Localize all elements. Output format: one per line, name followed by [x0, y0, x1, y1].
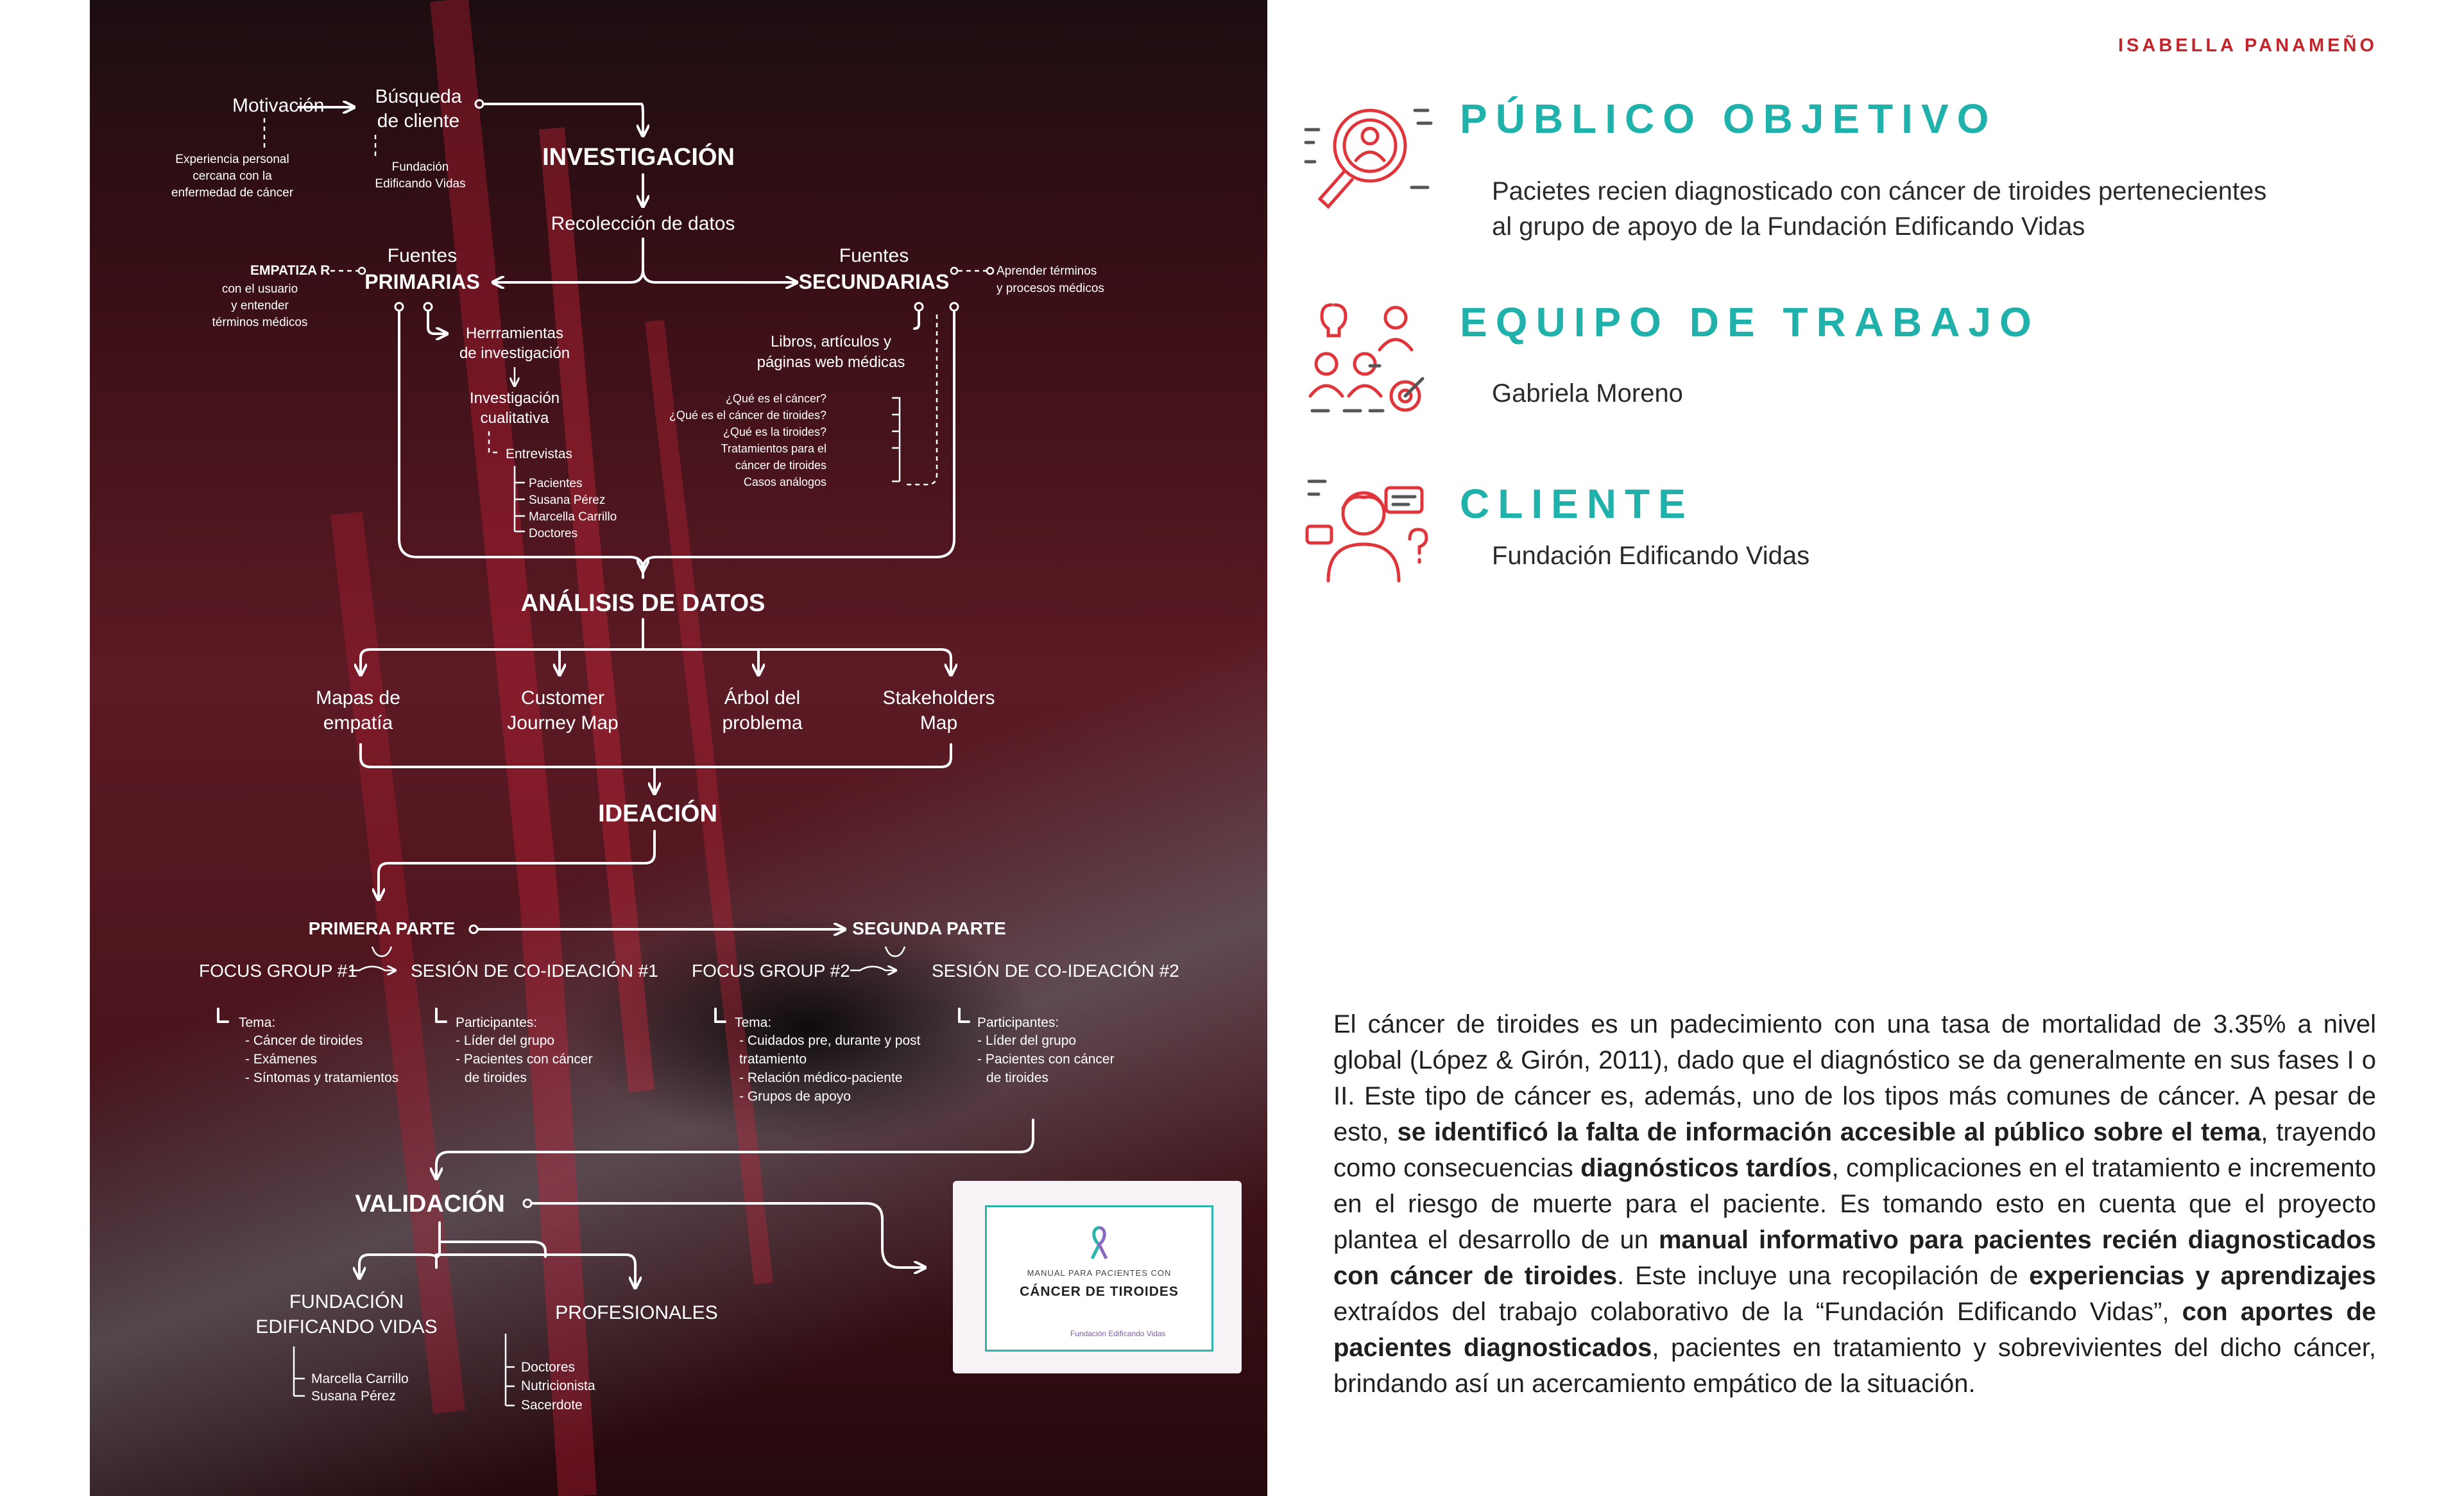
busqueda-note-1: Fundación — [391, 160, 449, 174]
paragraph-text-6: , pacientes en tratamiento y sobrevivientes del dicho cáncer, brindando así un acercamiento empático de la situación. — [1333, 1334, 2376, 1398]
focus2-detail-5: - Grupos de apoyo — [739, 1089, 851, 1104]
manual-logo: Fundación Edificando Vidas — [1070, 1329, 1166, 1338]
pregunta-1: ¿Qué es el cáncer? — [725, 392, 826, 405]
focus2-detail-4: - Relación médico-paciente — [739, 1070, 903, 1085]
section-body-equipo: Gabriela Moreno — [1492, 379, 1683, 408]
primera-parte: PRIMERA PARTE — [308, 918, 456, 938]
motivacion-note-1: Experiencia personal — [175, 153, 289, 166]
sesion2-detail-2: - Líder del grupo — [977, 1033, 1077, 1048]
focus1-detail-4: - Síntomas y tratamientos — [245, 1070, 399, 1085]
focus-group-1: FOCUS GROUP #1 — [199, 961, 357, 981]
focus2-detail-3: tratamiento — [739, 1052, 807, 1067]
fundacion-person-2: Susana Pérez — [311, 1389, 396, 1404]
busqueda-note-2: Edificando Vidas — [375, 177, 466, 191]
validacion-fundacion-2: EDIFICANDO VIDAS — [255, 1316, 438, 1337]
section-title-equipo: EQUIPO DE TRABAJO — [1460, 299, 2040, 345]
paragraph-text-5: extraídos del trabajo colaborativo de la “Fundación Edificando Vidas”, — [1333, 1298, 2182, 1326]
paragraph-bold-2: diagnósticos tardíos — [1580, 1154, 1832, 1182]
motivacion-note-2: cercana con la — [193, 169, 272, 183]
author-name: ISABELLA PANAMEÑO — [2118, 35, 2377, 56]
entrevistas-label: Entrevistas — [506, 447, 572, 461]
empatizar-note-1: con el usuario — [221, 282, 298, 296]
secundarias-label-2: SECUNDARIAS — [798, 270, 950, 293]
analisis-tool-4a: Stakeholders — [882, 687, 995, 709]
analisis-tool-3a: Árbol del — [724, 687, 801, 709]
section-body-cliente: Fundación Edificando Vidas — [1492, 542, 1810, 570]
entrevistado-3: Marcella Carrillo — [529, 510, 617, 524]
entrevistado-4: Doctores — [529, 527, 578, 540]
profesional-2: Nutricionista — [521, 1379, 595, 1393]
paragraph-text-3: , complicaciones en el tratamiento e incremento en el riesgo de muerte para el paciente. Es tomando esto en cuenta que el proyecto plantea el desarrollo de un — [1333, 1154, 2377, 1254]
section-body-publico-line2: al grupo de apoyo de la Fundación Edificando Vidas — [1492, 212, 2085, 241]
sesion1-detail-1: Participantes: — [456, 1015, 538, 1030]
phase-analisis: ANÁLISIS DE DATOS — [520, 590, 766, 617]
phase-validacion: VALIDACIÓN — [355, 1191, 505, 1217]
arrow-to-validacion — [436, 1120, 1033, 1178]
focus2-detail-1: Tema: — [735, 1015, 772, 1030]
sesion1-detail-2: - Líder del grupo — [456, 1033, 555, 1048]
pregunta-3: ¿Qué es la tiroides? — [723, 426, 826, 438]
pregunta-2: ¿Qué es el cáncer de tiroides? — [669, 409, 826, 422]
pregunta-4: Tratamientos para el — [721, 442, 826, 455]
arrow-to-manual — [533, 1203, 924, 1268]
herramientas-1: Herrramientas — [465, 325, 564, 342]
analisis-tool-2a: Customer — [520, 687, 605, 709]
analisis-tool-3b: problema — [722, 712, 803, 734]
paragraph-bold-4: experiencias y aprendizajes — [2029, 1262, 2377, 1290]
sesion1-detail-3: - Pacientes con cáncer — [456, 1052, 593, 1067]
libros-1: Libros, artículos y — [770, 333, 892, 350]
manual-cover-frame — [985, 1205, 1213, 1352]
pregunta-5: cáncer de tiroides — [735, 459, 826, 472]
paragraph-bold-5: con aportes de pacientes diagnosticados — [1333, 1298, 2377, 1362]
validacion-profesionales: PROFESIONALES — [555, 1302, 718, 1323]
segunda-parte: SEGUNDA PARTE — [852, 918, 1006, 938]
section-body-publico-line1: Pacietes recien diagnosticado con cáncer de tiroides pertenecientes — [1492, 177, 2267, 205]
manual-title-line1: MANUAL PARA PACIENTES CON — [1027, 1268, 1172, 1278]
focus1-detail-2: - Cáncer de tiroides — [245, 1033, 363, 1048]
cualitativa-1: Investigación — [469, 390, 560, 407]
cualitativa-2: cualitativa — [480, 409, 549, 427]
primarias-label-1: Fuentes — [387, 245, 458, 266]
arrow-to-secundarias — [643, 270, 796, 282]
empatizar-note-3: términos médicos — [212, 316, 308, 329]
profesional-3: Sacerdote — [521, 1398, 583, 1413]
background-photo-panel — [90, 0, 1267, 1496]
sesion2-detail-1: Participantes: — [977, 1015, 1059, 1030]
target-audience-icon — [1299, 91, 1434, 219]
manual-title-line2: CÁNCER DE TIROIDES — [1020, 1284, 1179, 1299]
focus1-detail-1: Tema: — [239, 1015, 276, 1030]
node-busqueda-1: Búsqueda — [375, 86, 462, 107]
aprender-note-2: y procesos médicos — [997, 282, 1104, 295]
node-recoleccion: Recolección de datos — [551, 213, 735, 234]
phase-investigacion: INVESTIGACIÓN — [542, 144, 735, 171]
herramientas-2: de investigación — [459, 345, 570, 362]
arrow-to-herramientas — [428, 311, 446, 334]
analisis-tool-1b: empatía — [323, 712, 393, 734]
entrevistado-2: Susana Pérez — [529, 494, 606, 507]
phase-ideacion: IDEACIÓN — [598, 800, 717, 827]
paragraph-text-4: . Este incluye una recopilación de — [1617, 1262, 2030, 1290]
validacion-fundacion-1: FUNDACIÓN — [289, 1291, 404, 1312]
entrevistado-1: Pacientes — [529, 477, 583, 490]
node-busqueda-2: de cliente — [377, 110, 460, 132]
section-title-publico-objetivo: PÚBLICO OBJETIVO — [1460, 96, 1998, 142]
section-title-cliente: CLIENTE — [1460, 481, 1694, 527]
focus2-detail-2: - Cuidados pre, durante y post — [739, 1033, 921, 1048]
analisis-tool-2b: Journey Map — [507, 712, 619, 734]
sesion-ideacion-1: SESIÓN DE CO-IDEACIÓN #1 — [411, 961, 658, 981]
sesion2-detail-3: - Pacientes con cáncer — [977, 1052, 1115, 1067]
awareness-ribbon-icon — [1090, 1225, 1109, 1261]
motivacion-note-3: enfermedad de cáncer — [171, 186, 294, 200]
profesional-1: Doctores — [521, 1360, 576, 1375]
empatizar-note-2: y entender — [231, 299, 289, 313]
team-icon — [1299, 292, 1434, 427]
pregunta-6: Casos análogos — [743, 476, 826, 488]
fundacion-person-1: Marcella Carrillo — [311, 1371, 409, 1386]
empatizar-label: EMPATIZA R — [250, 263, 330, 278]
analisis-tool-1a: Mapas de — [316, 687, 400, 709]
analisis-tool-4b: Map — [920, 712, 958, 734]
focus-group-2: FOCUS GROUP #2 — [692, 961, 850, 981]
paragraph-bold-3: manual informativo para pacientes recién diagnosticados con cáncer de tiroides — [1333, 1226, 2376, 1290]
sesion-ideacion-2: SESIÓN DE CO-IDEACIÓN #2 — [932, 961, 1179, 981]
client-icon — [1299, 469, 1434, 590]
manual-cover-mockup — [953, 1181, 1242, 1373]
sesion2-detail-4: de tiroides — [986, 1070, 1048, 1085]
focus1-detail-3: - Exámenes — [245, 1052, 318, 1067]
paragraph-text-1: El cáncer de tiroides es un padecimiento con una tasa de mortalidad de 3.35% a nivel global (López & Girón, 2011), dado que el diagnóstico se da generalmente en sus fases I o II. Este tipo de cáncer es, además, uno de los tipos más comunes de cáncer. A pesar de esto, — [1333, 1010, 2376, 1146]
aprender-note-1: Aprender términos — [997, 264, 1097, 278]
sesion1-detail-4: de tiroides — [465, 1070, 527, 1085]
bracket-analisis — [361, 744, 951, 767]
libros-2: páginas web médicas — [757, 354, 905, 371]
paragraph-bold-1: se identificó la falta de información accesible al público sobre el tema — [1397, 1118, 2261, 1146]
paragraph-text-2: , trayendo como consecuencias — [1333, 1118, 2377, 1182]
project-description-paragraph — [1333, 1006, 2376, 1402]
secundarias-label-1: Fuentes — [839, 245, 909, 266]
primarias-label-2: PRIMARIAS — [364, 270, 480, 293]
node-motivacion: Motivación — [232, 95, 325, 116]
